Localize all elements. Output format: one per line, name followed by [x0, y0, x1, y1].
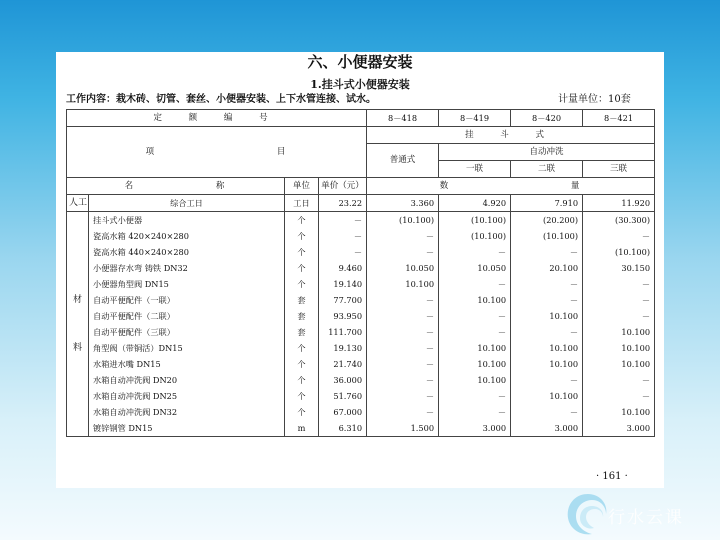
material-value: 10.050 — [439, 260, 511, 276]
material-price: － — [319, 244, 367, 260]
material-value: 10.100 — [439, 356, 511, 372]
material-value: 10.100 — [583, 404, 655, 420]
material-value: (10.100) — [439, 228, 511, 244]
quota-code: 8－420 — [511, 110, 583, 127]
material-price: 36.000 — [319, 372, 367, 388]
material-price: 51.760 — [319, 388, 367, 404]
material-value: 10.100 — [583, 340, 655, 356]
material-price: 6.310 — [319, 420, 367, 437]
quota-code: 8－418 — [367, 110, 439, 127]
material-value: － — [511, 244, 583, 260]
material-row — [67, 388, 655, 404]
material-price: 9.460 — [319, 260, 367, 276]
material-value: － — [367, 292, 439, 308]
material-row — [67, 372, 655, 388]
material-value: － — [439, 404, 511, 420]
material-row — [67, 324, 655, 340]
flush-variant: 一联 — [439, 161, 511, 178]
material-row — [67, 356, 655, 372]
material-unit: 个 — [285, 356, 319, 372]
materials-side-label — [67, 308, 89, 324]
material-value: － — [367, 228, 439, 244]
ordinary-label: 普通式 — [367, 144, 439, 178]
material-price: 93.950 — [319, 308, 367, 324]
material-value: － — [583, 276, 655, 292]
materials-side-label — [67, 356, 89, 372]
material-row — [67, 308, 655, 324]
quota-code-label: 定 额 编 号 — [67, 110, 367, 127]
document-page — [56, 52, 664, 488]
material-value: 10.100 — [583, 356, 655, 372]
material-value: － — [367, 244, 439, 260]
material-name: 水箱进水嘴 DN15 — [89, 356, 285, 372]
material-value: － — [439, 308, 511, 324]
material-value: 10.100 — [367, 276, 439, 292]
material-unit: 套 — [285, 308, 319, 324]
section-title: 六、小便器安装 — [307, 53, 413, 71]
material-unit: 个 — [285, 404, 319, 420]
material-row — [67, 340, 655, 356]
material-value: － — [439, 276, 511, 292]
materials-side-label: 材 — [67, 292, 89, 308]
materials-side-label — [67, 244, 89, 260]
materials-side-label — [67, 260, 89, 276]
material-name: 小便器存水弯 铸铁 DN32 — [89, 260, 285, 276]
name-label: 名 称 — [67, 178, 285, 195]
material-value: － — [511, 292, 583, 308]
material-value: (10.100) — [511, 228, 583, 244]
header-row-columns — [67, 178, 655, 195]
material-value: － — [583, 388, 655, 404]
material-value: － — [511, 404, 583, 420]
material-price: － — [319, 212, 367, 229]
material-value: 10.100 — [511, 388, 583, 404]
material-value: (10.100) — [583, 244, 655, 260]
material-unit: m — [285, 420, 319, 437]
material-unit: 个 — [285, 244, 319, 260]
material-name: 自动平便配件（二联） — [89, 308, 285, 324]
labor-value: 3.360 — [367, 195, 439, 212]
watermark-logo — [562, 488, 720, 540]
labor-value: 11.920 — [583, 195, 655, 212]
quota-table — [66, 109, 655, 437]
material-unit: 套 — [285, 324, 319, 340]
quota-code: 8－419 — [439, 110, 511, 127]
material-name: 自动平便配件（一联） — [89, 292, 285, 308]
materials-side-label — [67, 388, 89, 404]
material-value: － — [367, 404, 439, 420]
item-label: 项 目 — [67, 127, 367, 178]
material-value: 10.050 — [367, 260, 439, 276]
materials-side-label — [67, 372, 89, 388]
material-value: － — [511, 276, 583, 292]
materials-side-label — [67, 228, 89, 244]
material-value: － — [511, 324, 583, 340]
labor-row — [67, 195, 655, 212]
material-price: 111.700 — [319, 324, 367, 340]
material-value: － — [439, 324, 511, 340]
material-value: － — [367, 372, 439, 388]
material-row — [67, 212, 655, 229]
material-value: 10.100 — [511, 308, 583, 324]
material-name: 小便器角型阀 DN15 — [89, 276, 285, 292]
material-value: 30.150 — [583, 260, 655, 276]
auto-flush-label: 自动冲洗 — [439, 144, 655, 161]
material-value: － — [439, 244, 511, 260]
materials-side-label — [67, 324, 89, 340]
material-value: (20.200) — [511, 212, 583, 229]
unit-note: 计量单位：10套 — [558, 94, 631, 105]
material-value: － — [583, 372, 655, 388]
watermark-text: 行水云课 — [608, 508, 684, 528]
material-value: － — [439, 388, 511, 404]
material-value: － — [583, 292, 655, 308]
material-value: 10.100 — [439, 372, 511, 388]
sub-title: 1.挂斗式小便器安装 — [310, 78, 410, 91]
material-value: － — [367, 388, 439, 404]
material-value: 10.100 — [439, 292, 511, 308]
header-row-type — [67, 127, 655, 144]
material-value: － — [583, 228, 655, 244]
labor-side-label: 人工 — [67, 195, 89, 212]
material-unit: 个 — [285, 260, 319, 276]
material-name: 瓷高水箱 440×240×280 — [89, 244, 285, 260]
flush-variant: 二联 — [511, 161, 583, 178]
material-value: － — [367, 308, 439, 324]
material-value: (30.300) — [583, 212, 655, 229]
material-value: 3.000 — [511, 420, 583, 437]
material-unit: 个 — [285, 228, 319, 244]
labor-unit: 工日 — [285, 195, 319, 212]
material-price: 19.130 — [319, 340, 367, 356]
unit-label: 单位 — [285, 178, 319, 195]
material-value: － — [367, 324, 439, 340]
materials-side-label — [67, 404, 89, 420]
material-price: 19.140 — [319, 276, 367, 292]
material-row — [67, 244, 655, 260]
material-price: － — [319, 228, 367, 244]
material-value: 10.100 — [439, 340, 511, 356]
material-row — [67, 260, 655, 276]
material-value: － — [583, 308, 655, 324]
material-value: (10.100) — [439, 212, 511, 229]
material-unit: 个 — [285, 276, 319, 292]
material-value: 10.100 — [583, 324, 655, 340]
materials-side-label — [67, 420, 89, 437]
materials-side-label — [67, 212, 89, 229]
material-row — [67, 292, 655, 308]
material-value: － — [511, 372, 583, 388]
material-name: 角型阀（带铜活）DN15 — [89, 340, 285, 356]
labor-value: 7.910 — [511, 195, 583, 212]
material-value: 3.000 — [583, 420, 655, 437]
work-content: 工作内容：栽木砖、切管、套丝、小便器安装、上下水管连接、试水。 — [66, 94, 376, 105]
labor-value: 4.920 — [439, 195, 511, 212]
material-value: 1.500 — [367, 420, 439, 437]
flush-variant: 三联 — [583, 161, 655, 178]
material-value: － — [367, 356, 439, 372]
material-row — [67, 276, 655, 292]
material-price: 77.700 — [319, 292, 367, 308]
materials-side-label: 料 — [67, 340, 89, 356]
header-row-codes — [67, 110, 655, 127]
material-unit: 个 — [285, 388, 319, 404]
type-label: 挂 斗 式 — [367, 127, 655, 144]
material-name: 自动平便配件（三联） — [89, 324, 285, 340]
swirl-logo-icon — [562, 488, 614, 540]
material-row — [67, 404, 655, 420]
material-value: － — [367, 340, 439, 356]
price-label: 单价（元） — [319, 178, 367, 195]
material-price: 67.000 — [319, 404, 367, 420]
labor-name: 综合工日 — [89, 195, 285, 212]
material-value: (10.100) — [367, 212, 439, 229]
quantity-label: 数 量 — [367, 178, 655, 195]
labor-price: 23.22 — [319, 195, 367, 212]
material-unit: 个 — [285, 340, 319, 356]
materials-side-label — [67, 276, 89, 292]
material-name: 水箱自动冲洗阀 DN25 — [89, 388, 285, 404]
material-value: 10.100 — [511, 356, 583, 372]
material-name: 镀锌钢管 DN15 — [89, 420, 285, 437]
material-name: 挂斗式小便器 — [89, 212, 285, 229]
material-value: 20.100 — [511, 260, 583, 276]
material-price: 21.740 — [319, 356, 367, 372]
material-row — [67, 228, 655, 244]
material-name: 水箱自动冲洗阀 DN32 — [89, 404, 285, 420]
material-name: 瓷高水箱 420×240×280 — [89, 228, 285, 244]
quota-code: 8－421 — [583, 110, 655, 127]
material-value: 10.100 — [511, 340, 583, 356]
material-row — [67, 420, 655, 437]
material-value: 3.000 — [439, 420, 511, 437]
material-name: 水箱自动冲洗阀 DN20 — [89, 372, 285, 388]
page-number: · 161 · — [596, 471, 628, 482]
material-unit: 个 — [285, 372, 319, 388]
material-unit: 套 — [285, 292, 319, 308]
material-unit: 个 — [285, 212, 319, 229]
